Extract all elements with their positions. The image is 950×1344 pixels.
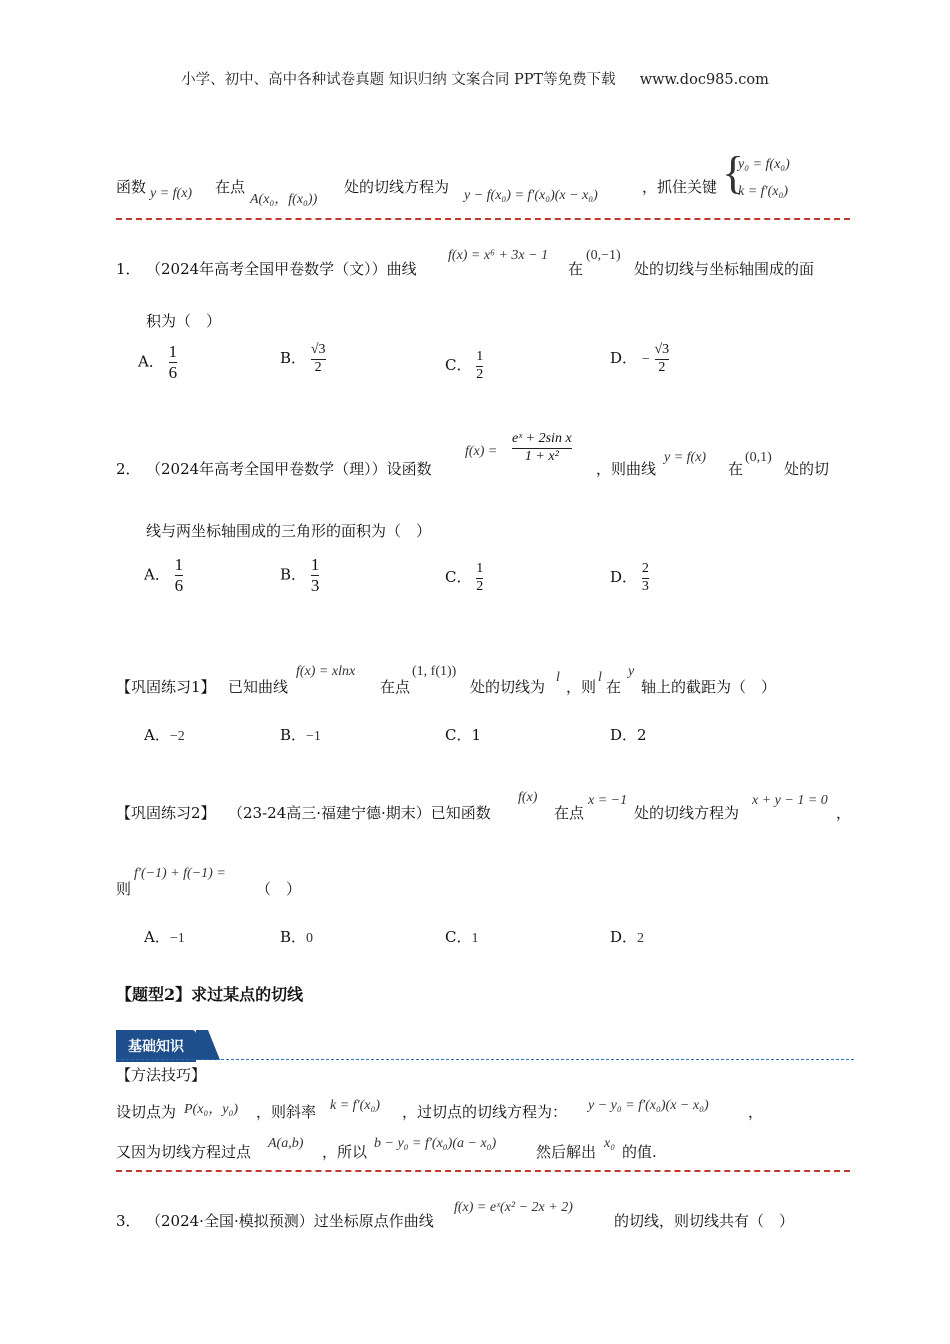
q2-text-at: 在 — [728, 460, 744, 478]
method-l2-a: 又因为切线方程过点 — [116, 1143, 252, 1161]
q2-function-fraction: $\frac{\text{eˣ + 2sin x}}{\text{1 + x²}}$ — [512, 431, 572, 464]
badge-tail-shape — [196, 1030, 220, 1060]
q3-function: f(x) = eˣ(x² − 2x + 2) — [454, 1200, 573, 1215]
ex1-point: (1, f(1)) — [412, 664, 457, 679]
ex1-axis-y: y — [628, 664, 635, 679]
ex2-text-3: 处的切线方程为 — [634, 804, 740, 822]
intro-text-1: 函数 — [116, 178, 147, 196]
system-brace: { — [722, 147, 745, 198]
intro-formula-tangent: y − f(x₀) = f′(x₀)(x − x₀) — [464, 188, 598, 203]
q2-line2: 线与两坐标轴围成的三角形的面积为（ ） — [146, 522, 432, 540]
ex1-text-1: 已知曲线 — [228, 678, 289, 696]
ex1-function: f(x) = xlnx — [296, 664, 356, 679]
q1-option-a[interactable] — [138, 343, 177, 382]
q1-option-a-fraction: $\frac{1}{6}$ — [168, 342, 178, 382]
ex1-option-a[interactable]: A．−2 — [144, 726, 185, 744]
page-header — [0, 68, 950, 89]
ex1-text-4: ，则 — [566, 678, 597, 696]
intro-text-2: 在点 — [215, 178, 246, 196]
intro-formula-point: A(x₀，f(x₀)) — [250, 192, 318, 207]
q1-option-c[interactable] — [445, 350, 483, 382]
q1-option-a-label: A． — [138, 352, 164, 371]
q2-option-b-fraction: $\frac{1}{3}$ — [310, 555, 320, 595]
method-l1-slope: k = f′(x₀) — [330, 1098, 381, 1113]
ex1-text-2: 在点 — [380, 678, 411, 696]
ex1-text-6: 轴上的截距为（ ） — [641, 678, 777, 696]
method-l2-point: A(a,b) — [268, 1136, 304, 1151]
ex1-text-5: 在 — [606, 678, 622, 696]
q2-option-a-fraction: $\frac{1}{6}$ — [174, 555, 184, 595]
method-l2-b: ，所以 — [322, 1143, 368, 1161]
header-url[interactable]: www.doc985.com — [639, 72, 769, 88]
intro-formula-y: y = f(x) — [150, 186, 193, 201]
q1-source: （2024年高考全国甲卷数学（文））曲线 — [146, 260, 417, 278]
q2-point: (0,1) — [745, 450, 772, 465]
q1-function: f(x) = x⁶ + 3x − 1 — [448, 248, 549, 263]
ex1-option-c[interactable]: C．1 — [445, 726, 482, 744]
ex2-option-a[interactable]: A．−1 — [144, 928, 185, 946]
q1-option-d[interactable] — [610, 343, 669, 375]
method-l1-equation: y − y₀ = f′(x₀)(x − x₀) — [588, 1098, 709, 1113]
q2-option-c-fraction: $\frac{1}{2}$ — [476, 561, 484, 594]
q2-curve: y = f(x) — [664, 450, 707, 465]
method-l1-point: P(x₀，y₀) — [184, 1102, 239, 1117]
q2-function-lhs: f(x) = — [465, 444, 498, 459]
q2-option-d-fraction: $\frac{2}{3}$ — [641, 561, 649, 594]
ex2-text-6: （ ） — [256, 880, 302, 898]
q1-option-c-label: C． — [445, 356, 472, 375]
q1-option-d-sign: − — [641, 352, 650, 368]
q3-tail: 的切线，则切线共有（ ） — [614, 1212, 795, 1230]
method-l1-b: ，则斜率 — [256, 1103, 317, 1121]
method-l1-a: 设切点为 — [116, 1103, 177, 1121]
system-eq-1: y₀ = f(x₀) — [738, 157, 790, 172]
ex2-function: f(x) — [518, 790, 538, 805]
q1-option-b-fraction: $\frac{√3}{2}$ — [310, 342, 326, 375]
method-l1-d: ， — [748, 1103, 764, 1121]
ex1-line-l: l — [556, 670, 560, 685]
q2-option-d-label: D． — [610, 568, 638, 587]
ex1-line-l2: l — [598, 670, 602, 685]
q1-tail: 处的切线与坐标轴围成的面 — [634, 260, 815, 278]
ex2-tag: 【巩固练习2】 — [116, 804, 216, 822]
ex1-tag: 【巩固练习1】 — [116, 678, 216, 696]
q1-option-b[interactable] — [280, 343, 326, 375]
ex2-option-d[interactable]: D．2 — [610, 928, 645, 946]
q1-line2: 积为（ ） — [146, 312, 222, 330]
ex2-option-b[interactable]: B．0 — [280, 928, 314, 946]
ex1-text-3: 处的切线为 — [470, 678, 546, 696]
method-l2-d: 的值. — [622, 1143, 657, 1161]
divider-red-2 — [116, 1170, 850, 1172]
ex2-point: x = −1 — [588, 793, 628, 808]
q2-option-d[interactable] — [610, 562, 649, 594]
method-label: 【方法技巧】 — [116, 1066, 207, 1084]
ex1-option-b[interactable]: B．−1 — [280, 726, 321, 744]
ex2-text-5: 则 — [116, 880, 132, 898]
q2-text-curve: ，则曲线 — [596, 460, 657, 478]
q2-source: （2024年高考全国甲卷数学（理））设函数 — [146, 460, 432, 478]
method-l2-c: 然后解出 — [536, 1143, 597, 1161]
ex2-expression: f′(−1) + f(−1) = — [134, 866, 226, 881]
divider-blue — [116, 1059, 854, 1060]
divider-red-1 — [116, 218, 850, 220]
intro-text-4: ，抓住关键 — [642, 178, 718, 196]
method-l2-equation: b − y₀ = f′(x₀)(a − x₀) — [374, 1136, 497, 1151]
q1-option-c-fraction: $\frac{1}{2}$ — [476, 349, 484, 382]
q1-point: (0,−1) — [586, 248, 621, 263]
ex2-tangent-eq: x + y − 1 = 0 — [752, 793, 828, 808]
q2-option-b[interactable] — [280, 556, 319, 595]
q1-option-d-fraction: $\frac{√3}{2}$ — [654, 342, 670, 375]
q1-text-at: 在 — [568, 260, 584, 278]
ex2-text-4: ， — [836, 804, 852, 822]
system-eq-2: k = f′(x₀) — [738, 184, 789, 199]
intro-text-3: 处的切线方程为 — [344, 178, 450, 196]
q3-number: 3． — [116, 1212, 141, 1230]
q2-option-c-label: C． — [445, 568, 472, 587]
q2-option-b-label: B． — [280, 565, 307, 584]
q1-option-b-label: B． — [280, 349, 307, 368]
method-l2-x0: x₀ — [604, 1136, 616, 1151]
ex2-option-c[interactable]: C．1 — [445, 928, 479, 946]
ex2-text-2: 在点 — [554, 804, 585, 822]
header-text: 小学、初中、高中各种试卷真题 知识归纳 文案合同 PPT等免费下载 — [181, 72, 616, 88]
q1-option-d-label: D． — [610, 349, 638, 368]
section-title-type2: 【题型2】求过某点的切线 — [116, 985, 304, 1004]
q3-source: （2024·全国·模拟预测）过坐标原点作曲线 — [146, 1212, 434, 1230]
method-l1-c: ，过切点的切线方程为： — [402, 1103, 568, 1121]
q2-option-c[interactable] — [445, 562, 483, 594]
q2-option-a-label: A． — [144, 565, 170, 584]
q2-option-a[interactable] — [144, 556, 183, 595]
q2-number: 2． — [116, 460, 141, 478]
q1-number: 1． — [116, 260, 141, 278]
q2-tail: 处的切 — [784, 460, 830, 478]
knowledge-badge: 基础知识 — [116, 1030, 196, 1062]
ex1-option-d[interactable]: D．2 — [610, 726, 647, 744]
ex2-text-1: （23-24高三·福建宁德·期末）已知函数 — [228, 804, 491, 822]
